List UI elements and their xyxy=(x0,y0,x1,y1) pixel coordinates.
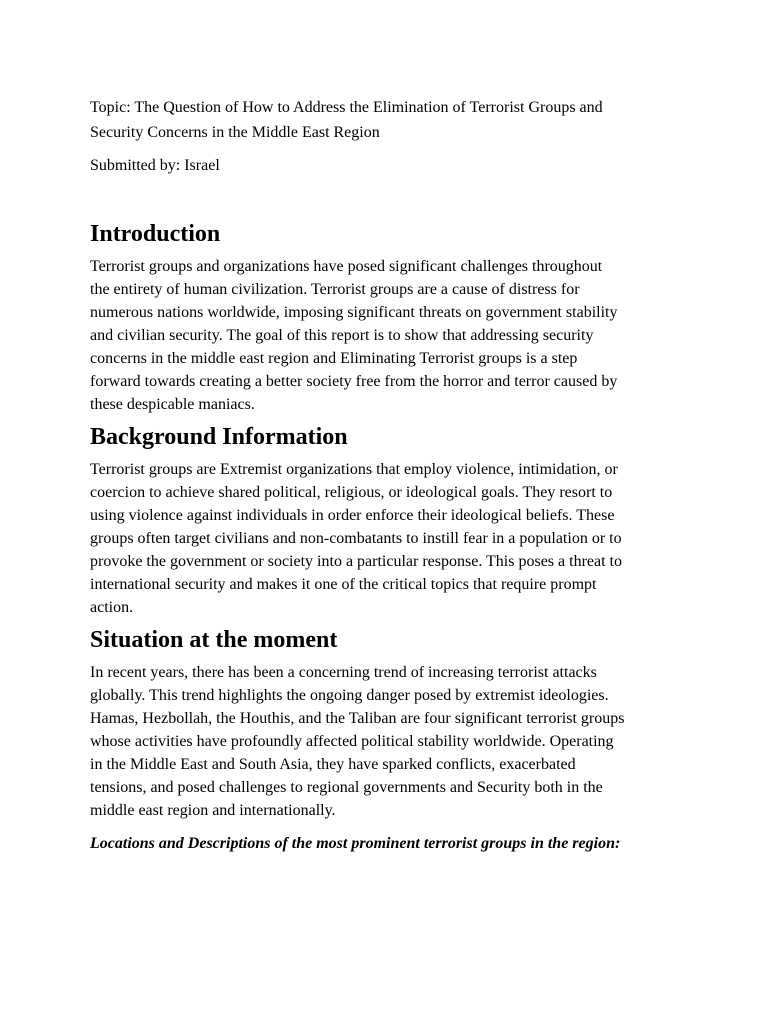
topic-line: Security Concerns in the Middle East Region xyxy=(90,124,380,141)
paragraph-line: In recent years, there has been a concerning trend of increasing terrorist attacks xyxy=(90,664,597,681)
background-paragraph xyxy=(90,458,690,619)
paragraph-line: Hamas, Hezbollah, the Houthis, and the Taliban are four significant terrorist groups xyxy=(90,710,625,727)
topic-line: Topic: The Question of How to Address the Elimination of Terrorist Groups and xyxy=(90,99,603,116)
paragraph-line: numerous nations worldwide, imposing significant threats on government stability xyxy=(90,304,618,321)
paragraph-line: globally. This trend highlights the ongoing danger posed by extremist ideologies. xyxy=(90,687,609,704)
paragraph-line: Terrorist groups are Extremist organizations that employ violence, intimidation, or xyxy=(90,461,618,478)
paragraph-line: tensions, and posed challenges to regional governments and Security both in the xyxy=(90,779,603,796)
groups-subheading: Locations and Descriptions of the most prominent terrorist groups in the region: xyxy=(90,835,621,852)
paragraph-line: forward towards creating a better society free from the horror and terror caused by xyxy=(90,373,618,390)
section-heading-introduction: Introduction xyxy=(90,221,221,247)
paragraph-line: provoke the government or society into a particular response. This poses a threat to xyxy=(90,553,622,570)
introduction-paragraph xyxy=(90,255,690,416)
topic-title xyxy=(90,95,690,145)
paragraph-line: these despicable maniacs. xyxy=(90,396,255,413)
paragraph-line: middle east region and internationally. xyxy=(90,802,336,819)
paragraph-line: using violence against individuals in order enforce their ideological beliefs. These xyxy=(90,507,615,524)
paragraph-line: international security and makes it one of the critical topics that require prompt xyxy=(90,576,597,593)
section-heading-background: Background Information xyxy=(90,424,348,450)
paragraph-line: groups often target civilians and non-combatants to instill fear in a population or to xyxy=(90,530,622,547)
paragraph-line: Terrorist groups and organizations have posed significant challenges throughout xyxy=(90,258,603,275)
paragraph-line: whose activities have profoundly affected political stability worldwide. Operating xyxy=(90,733,614,750)
paragraph-line: action. xyxy=(90,599,134,616)
paragraph-line: and civilian security. The goal of this report is to show that addressing security xyxy=(90,327,594,344)
paragraph-line: the entirety of human civilization. Terrorist groups are a cause of distress for xyxy=(90,281,580,298)
submitted-by: Submitted by: Israel xyxy=(90,157,220,174)
situation-paragraph xyxy=(90,661,690,822)
paragraph-line: concerns in the middle east region and Eliminating Terrorist groups is a step xyxy=(90,350,578,367)
paragraph-line: in the Middle East and South Asia, they have sparked conflicts, exacerbated xyxy=(90,756,576,773)
section-heading-situation: Situation at the moment xyxy=(90,627,338,653)
document-body xyxy=(90,95,690,856)
paragraph-line: coercion to achieve shared political, religious, or ideological goals. They resort to xyxy=(90,484,613,501)
